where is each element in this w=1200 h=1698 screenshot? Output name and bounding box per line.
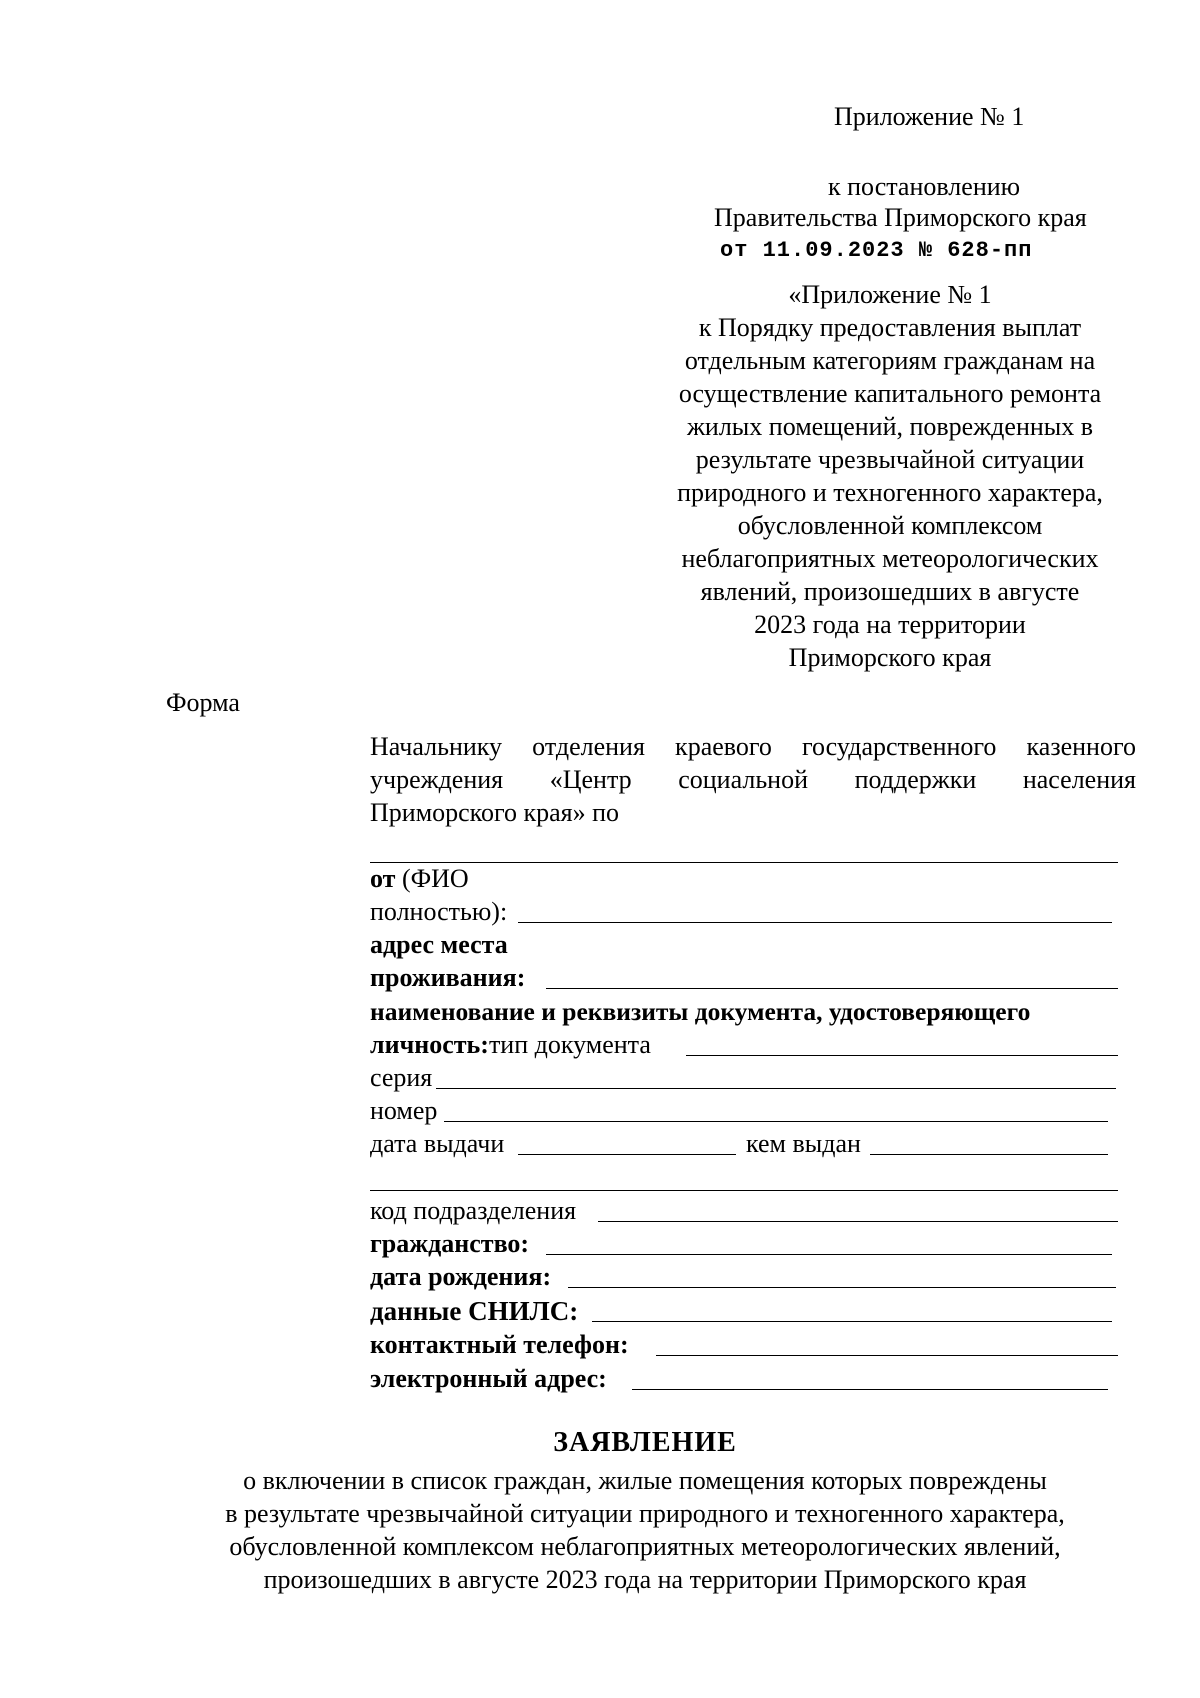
number-field[interactable] — [444, 1121, 1108, 1122]
email-row — [370, 1364, 1108, 1394]
phone-field[interactable] — [656, 1355, 1118, 1356]
appendix-line: неблагоприятных метеорологических — [681, 544, 1099, 573]
id-document-type-row — [370, 1030, 1118, 1060]
phone-row — [370, 1330, 1118, 1360]
phone-label: контактный телефон: — [370, 1330, 629, 1359]
statement-line-3: обусловленной комплексом неблагоприятных метеорологических явлений, — [229, 1532, 1061, 1561]
appendix-line: обусловленной комплексом — [737, 511, 1043, 540]
issue-date-field[interactable] — [518, 1154, 736, 1155]
address-row — [370, 963, 1118, 993]
issue-row — [370, 1129, 1108, 1159]
series-label: серия — [370, 1063, 433, 1092]
appendix-line: осуществление капитального ремонта — [678, 379, 1102, 408]
citizenship-field[interactable] — [546, 1254, 1112, 1255]
addressee-blank-line[interactable] — [370, 862, 1118, 863]
id-document-type-label: тип документа — [488, 1030, 651, 1059]
subdivision-code-label: код подразделения — [370, 1196, 577, 1225]
email-label: электронный адрес: — [370, 1364, 607, 1393]
series-field[interactable] — [436, 1088, 1116, 1089]
appendix-line: «Приложение № 1 — [788, 280, 992, 309]
citizenship-label: гражданство: — [370, 1229, 530, 1258]
full-name-row — [370, 897, 1112, 927]
appendix-line: результате чрезвычайной ситуации — [695, 445, 1085, 474]
citizenship-row — [370, 1229, 1112, 1259]
appendix-line: явлений, произошедших в августе — [700, 577, 1080, 606]
statement-line-2: в результате чрезвычайной ситуации природного и техногенного характера, — [225, 1499, 1065, 1528]
from-bold-text: от — [370, 864, 396, 893]
issue-date-label: дата выдачи — [370, 1129, 505, 1158]
id-document-type-field[interactable] — [686, 1055, 1118, 1056]
statement-title: ЗАЯВЛЕНИЕ — [553, 1427, 737, 1458]
birth-date-row — [370, 1262, 1116, 1292]
number-row — [370, 1096, 1108, 1126]
appendix-line: Приморского края — [788, 643, 992, 672]
snils-label: данные СНИЛС: — [370, 1296, 579, 1326]
snils-field[interactable] — [592, 1321, 1112, 1322]
address-label-2: проживания: — [370, 963, 526, 992]
address-field[interactable] — [546, 988, 1118, 989]
subdivision-code-field[interactable] — [598, 1221, 1118, 1222]
from-rest-text: (ФИО — [395, 864, 469, 893]
birth-date-label: дата рождения: — [370, 1262, 552, 1291]
addressee-line-3: Приморского края» по — [370, 798, 620, 827]
full-name-field[interactable] — [518, 922, 1112, 923]
addressee-line-2: учреждения «Центр социальной поддержки населения — [370, 765, 1136, 794]
addressee-line-1: Начальнику отделения краевого государственного казенного — [370, 732, 1136, 761]
resolution-line-2: Правительства Приморского края — [714, 203, 1087, 232]
statement-line-4: произошедших в августе 2023 года на территории Приморского края — [263, 1565, 1027, 1594]
appendix-line: природного и техногенного характера, — [677, 478, 1103, 507]
statement-line-1: о включении в список граждан, жилые помещения которых повреждены — [243, 1466, 1047, 1495]
form-label: Форма — [166, 688, 240, 717]
address-label-1: адрес места — [370, 930, 508, 959]
appendix-line: жилых помещений, поврежденных в — [686, 412, 1094, 441]
id-document-heading: наименование и реквизиты документа, удостоверяющего — [370, 997, 1031, 1026]
birth-date-field[interactable] — [568, 1287, 1116, 1288]
resolution-line-1: к постановлению — [828, 172, 1021, 201]
id-document-bold-label: личность: — [370, 1030, 489, 1059]
subdivision-code-row — [370, 1196, 1118, 1226]
appendix-line: 2023 года на территории — [754, 610, 1026, 639]
issued-by-field[interactable] — [870, 1154, 1108, 1155]
issued-by-label: кем выдан — [746, 1129, 861, 1158]
appendix-line: отдельным категориям гражданам на — [684, 346, 1096, 375]
email-field[interactable] — [632, 1389, 1108, 1390]
series-row — [370, 1063, 1116, 1093]
resolution-date-number: от 11.09.2023 № 628-пп — [720, 238, 1033, 263]
number-label: номер — [370, 1096, 438, 1125]
from-label — [370, 864, 469, 894]
issued-by-continuation-line[interactable] — [370, 1190, 1118, 1191]
appendix-number: Приложение № 1 — [834, 102, 1025, 131]
appendix-line: к Порядку предоставления выплат — [698, 313, 1082, 342]
snils-row — [370, 1296, 1112, 1326]
full-name-label: полностью): — [370, 897, 508, 926]
